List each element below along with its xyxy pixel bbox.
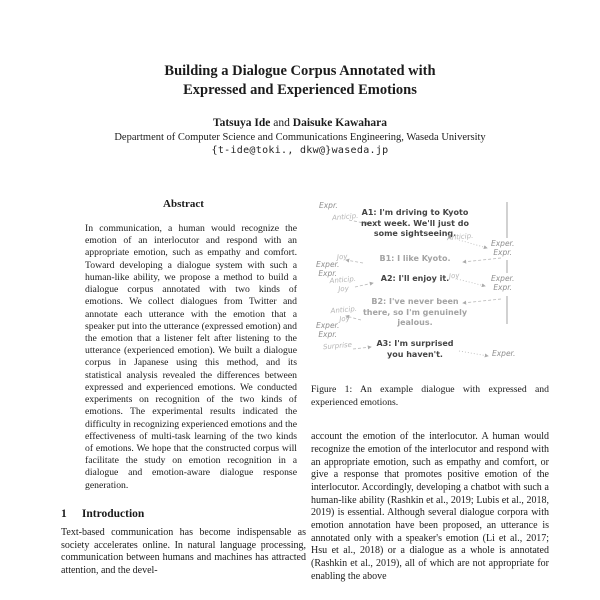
affiliation: Department of Computer Science and Communications Engineering, Waseda University — [114, 132, 486, 144]
section-heading-introduction — [61, 508, 306, 520]
section-title: Introduction — [81, 507, 145, 520]
expr-label: Expr. — [493, 248, 513, 258]
emotion-label-anticip-a1-right: Anticip. — [446, 231, 474, 243]
left-column — [61, 198, 306, 578]
exper-label: Exper. — [491, 274, 515, 283]
emotion-label-joy: Joy — [337, 284, 350, 294]
expr-label: Expr. — [318, 330, 338, 340]
exper-expr-label-right-1 — [491, 239, 514, 258]
exper-label: Exper. — [316, 260, 340, 269]
page-title: Building a Dialogue Corpus Annotated with Expressed and Experienced Emotions — [164, 63, 436, 99]
email-line: {t-ide@toki., dkw@}waseda.jp — [211, 145, 389, 157]
annotation-arrows — [346, 220, 501, 356]
author-name-1: Tatsuya Ide — [212, 117, 271, 130]
exper-label-right-bottom: Exper. — [492, 349, 516, 358]
author-name-2: Daisuke Kawahara — [292, 117, 388, 130]
figure-caption: Figure 1: An example dialogue with expressed and experienced emotions. — [311, 384, 549, 408]
utterance-a2: A2: I'll enjoy it. — [380, 274, 450, 283]
expr-label: Expr. — [493, 283, 513, 293]
utterance-a1: A1: I'm driving to Kyoto next week. We'll just do some sightseeing. — [361, 208, 469, 239]
right-column-body: account the emotion of the interlocutor. A human would recognize the emotion of the interlocutor and respond with an appropriate emotion, such as empathy and comfort, or give a response that promotes positive emotion of the interlocutor. Accordingly, developing a chatbot with such a human-like ability (Rashkin et al., 2019; Lubis et al., 2018, 2019) is essential. Although several dialogue corpora with emotion annotation have been proposed, an utterance is annotated only with a speaker's emotion (Li et al., 2017; Hsu et al., 2018) or a dialogue as a whole is annotated (Rashkin et al., 2019), all of which are not appropriate for enabling the above — [311, 431, 549, 582]
exper-label: Exper. — [316, 321, 340, 330]
expr-label: Expr. — [318, 269, 338, 279]
abstract-body: In communication, a human would recognize the emotion of an interlocutor and respond with an appropriate emotion, such as empathy and comfort. Toward developing a dialogue system with such a human-like ability, we propose a method to build a dialogue corpus annotated with two kinds of emotions. We collect dialogues from Twitter and annotate each utterance with the emotion that a speaker put into the utterance (expressed emotion) and the emotion that a listener felt after listening to the utterance (experienced emotion). We built a dialogue corpus in Japanese using this method, and its statistical analysis revealed the differences between expressed and experienced emotions. We conducted experiments on recognition of the two kinds of emotions. The experimental results indicated the difficulty in recognizing experienced emotions and the effectiveness of multi-task learning of the two kinds of emotions. We hope that the constructed corpus will facilitate the study on emotion recognition in a dialogue and emotion-aware dialogue response generation. — [85, 223, 297, 491]
exper-label: Exper. — [491, 239, 515, 248]
emotion-label-stack-a2-left — [329, 275, 357, 295]
title-block — [0, 62, 600, 156]
utterance-b1: B1: I like Kyoto. — [379, 254, 451, 263]
right-column — [311, 200, 549, 583]
emotion-label-joy: Joy — [338, 314, 351, 324]
emotion-label-stack-b2-left — [330, 305, 358, 325]
exper-expr-label-right-2 — [491, 274, 514, 293]
section-number: 1 — [61, 507, 67, 520]
emotion-label-joy-a2-right: Joy — [448, 271, 460, 281]
emotion-label-joy-b1-left: Joy — [336, 252, 348, 262]
abstract-heading: Abstract — [163, 198, 204, 210]
utterance-b2: B2: I've never been there, so I'm genuinely jealous. — [362, 297, 468, 328]
and-conjunction: and — [273, 117, 290, 130]
introduction-body: Text-based communication has become indispensable as society accelerates online. In natural language processing, communication between humans and machines has attracted attention, and the devel- — [61, 526, 306, 576]
utterance-a3: A3: I'm surprised you haven't. — [376, 339, 454, 359]
authors-line — [0, 117, 600, 129]
expr-label-left-top: Expr. — [319, 201, 338, 210]
emotion-label-anticip: Anticip. — [330, 304, 358, 316]
emotion-label-anticip-a1-left: Anticip. — [331, 211, 359, 223]
emotion-label-anticip: Anticip. — [329, 274, 357, 286]
emotion-label-surprise-a3-left: Surprise — [322, 340, 353, 352]
figure-1 — [311, 200, 549, 370]
